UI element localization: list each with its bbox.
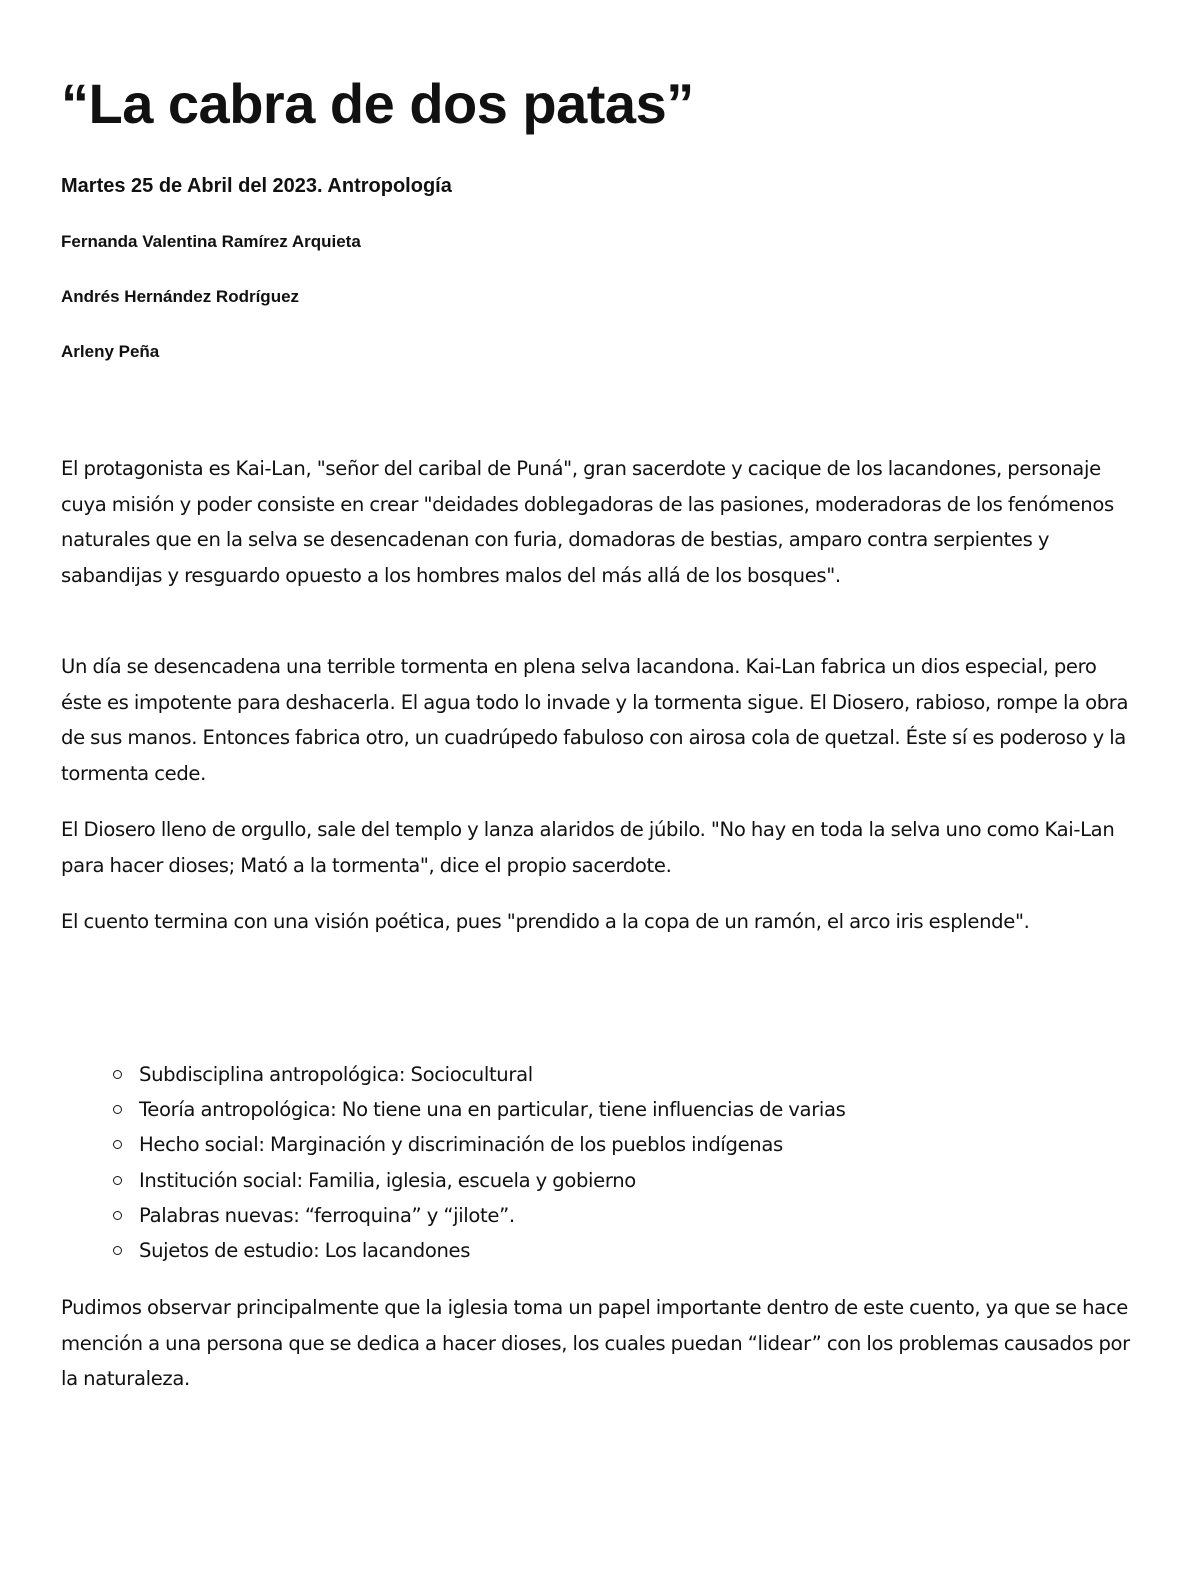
list-item-text: Institución social: Familia, iglesia, escuela y gobierno [139,1168,636,1192]
author-name: Andrés Hernández Rodríguez [61,287,300,306]
body-paragraph: El cuento termina con una visión poética, pues "prendido a la copa de un ramón, el arco iris esplende". [61,910,1030,933]
list-item [113,1127,846,1162]
list-item [113,1163,846,1198]
list-item-text: Palabras nuevas: “ferroquina” y “jilote”. [139,1203,515,1227]
document-title: “La cabra de dos patas” [61,72,694,135]
hollow-circle-bullet-icon [113,1176,122,1185]
date-line: Martes 25 de Abril del 2023. Antropología [61,175,452,197]
list-item-text: Subdisciplina antropológica: Sociocultural [139,1063,533,1086]
author-name: Fernanda Valentina Ramírez Arquieta [61,232,361,251]
list-item-text: Hecho social: Marginación y discriminación de los pueblos indígenas [139,1133,783,1157]
list-item [113,1198,846,1233]
summary-list [113,1057,846,1268]
author-name: Arleny Peña [61,342,160,361]
hollow-circle-bullet-icon [113,1211,122,1220]
list-item [113,1092,846,1127]
body-paragraph: Un día se desencadena una terrible tormenta en plena selva lacandona. Kai-Lan fabrica un dios especial, pero éste es impotente para deshacerla. El agua todo lo invade y la tormenta sigue. El Diosero, rabioso, rompe la obra de sus manos. Entonces fabrica otro, un cuadrúpedo fabuloso con airosa cola de quetzal. Éste sí es poderoso y la tormenta cede. [61,655,1129,785]
list-item [113,1233,846,1268]
list-item-text: Teoría antropológica: No tiene una en particular, tiene influencias de varias [139,1098,846,1122]
hollow-circle-bullet-icon [113,1140,122,1149]
body-paragraph: El Diosero lleno de orgullo, sale del templo y lanza alaridos de júbilo. "No hay en toda la selva uno como Kai-Lan para hacer dioses; Mató a la tormenta", dice el propio sacerdote. [61,818,1115,877]
list-item-text: Sujetos de estudio: Los lacandones [139,1239,471,1263]
list-item [113,1057,846,1092]
hollow-circle-bullet-icon [113,1246,122,1255]
closing-paragraph: Pudimos observar principalmente que la iglesia toma un papel importante dentro de este cuento, ya que se hace mención a una persona que se dedica a hacer dioses, los cuales puedan “lidear” con los problemas causados por la naturaleza. [61,1296,1130,1390]
hollow-circle-bullet-icon [113,1105,122,1114]
hollow-circle-bullet-icon [113,1070,122,1079]
body-paragraph: El protagonista es Kai-Lan, "señor del caribal de Puná", gran sacerdote y cacique de los lacandones, personaje cuya misión y poder consiste en crear "deidades doblegadoras de las pasiones, moderadoras de los fenómenos naturales que en la selva se desencadenan con furia, domadoras de bestias, amparo contra serpientes y sabandijas y resguardo opuesto a los hombres malos del más allá de los bosques". [61,457,1114,587]
